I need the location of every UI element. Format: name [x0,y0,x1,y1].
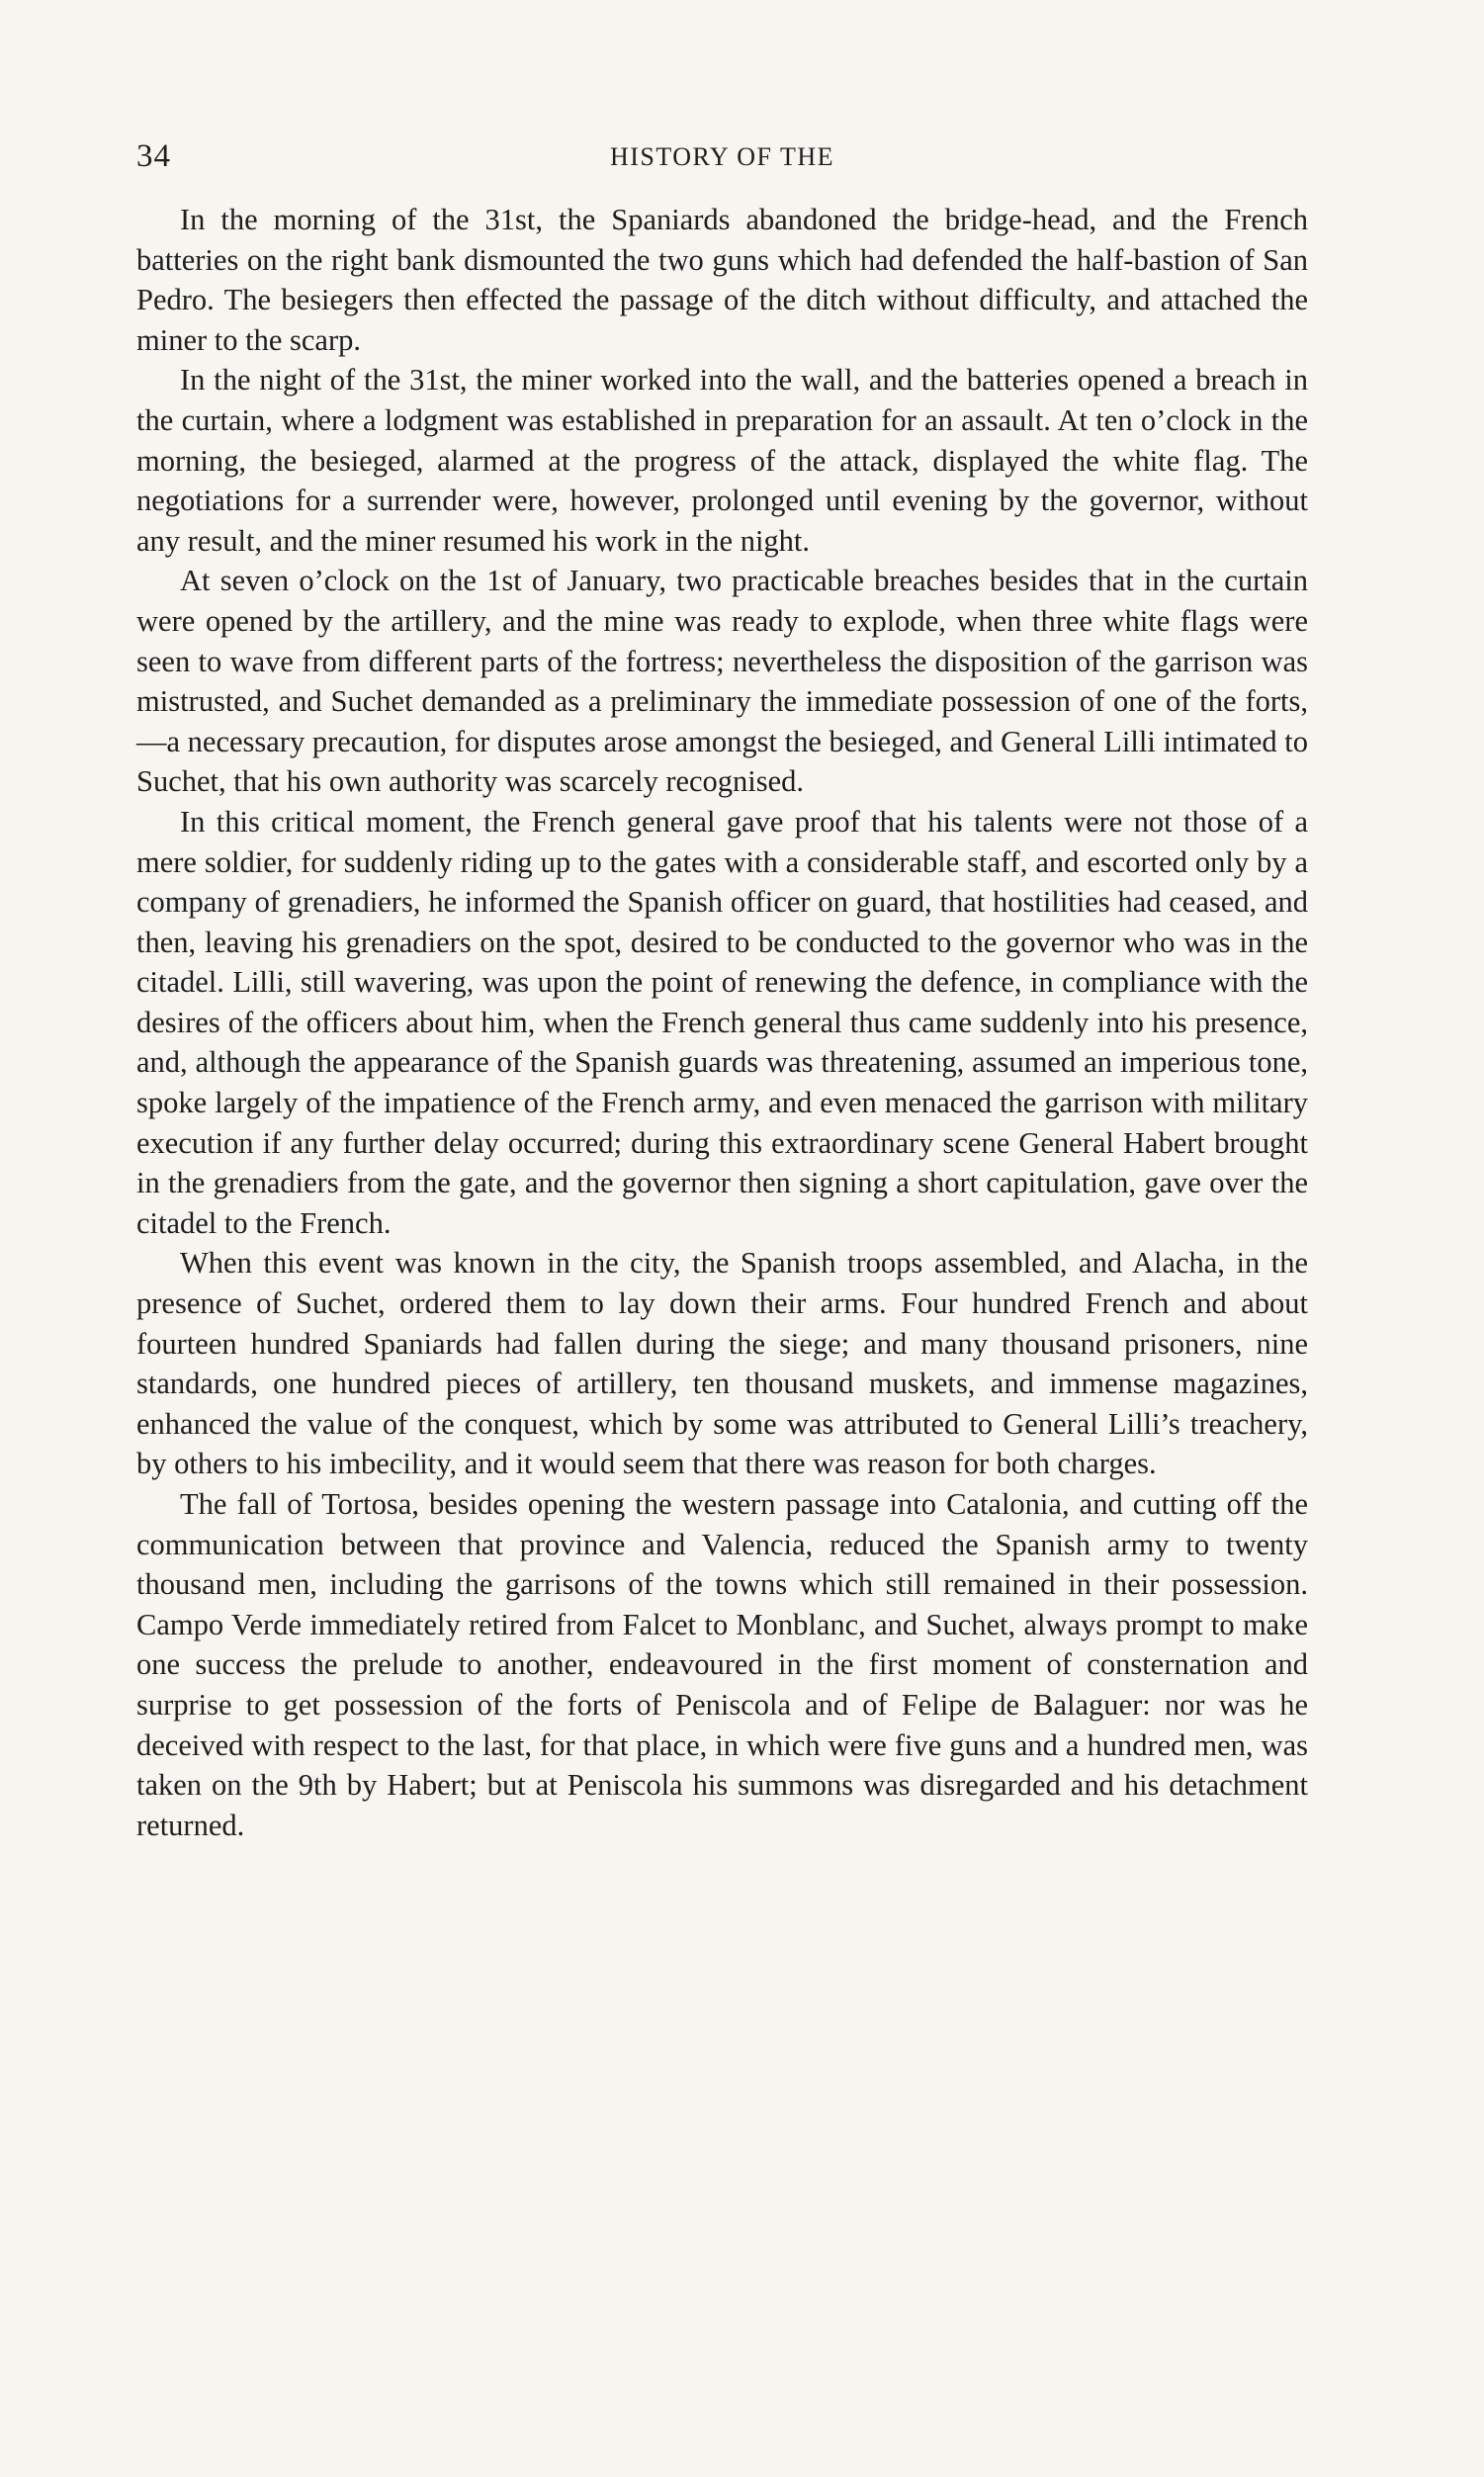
running-title: HISTORY OF THE [609,142,835,171]
book-page [136,138,1308,1845]
paragraph: In the night of the 31st, the miner worked into the wall, and the batteries opened a breach in the curtain, where a lodgment was established in preparation for an assault. At ten o’clock in the morning, the besieged, alarmed at the progress of the attack, displayed the white flag. The negotiations for a surrender were, however, prolonged until evening by the governor, without any result, and the miner resumed his work in the night. [136,363,1308,558]
paragraph: The fall of Tortosa, besides opening the western passage into Catalonia, and cutting off the communication between that province and Valencia, reduced the Spanish army to twenty thousand men, including the garrisons of the towns which still remained in their possession. Campo Verde immediately retired from Falcet to Monblanc, and Suchet, always prompt to make one success the prelude to another, endeavoured in the first moment of consternation and surprise to get possession of the forts of Peniscola and of Felipe de Balaguer: nor was he deceived with respect to the last, for that place, in which were five guns and a hundred men, was taken on the 9th by Habert; but at Peniscola his summons was disregarded and his detachment returned. [136,1487,1308,1842]
body-text [136,200,1308,1845]
paragraph: When this event was known in the city, the Spanish troops assembled, and Alacha, in the presence of Suchet, ordered them to lay down their arms. Four hundred French and about fourteen hundred Spaniards had fallen during the siege; and many thousand prisoners, nine standards, one hundred pieces of artillery, ten thousand muskets, and immense magazines, enhanced the value of the conquest, which by some was attributed to General Lilli’s treachery, by others to his imbecility, and it would seem that there was reason for both charges. [136,1246,1308,1481]
paragraph: In the morning of the 31st, the Spaniards abandoned the bridge-head, and the French batteries on the right bank dismounted the two guns which had defended the half-bastion of San Pedro. The besiegers then effected the passage of the ditch without difficulty, and attached the miner to the scarp. [136,203,1308,357]
page-number: 34 [136,138,171,174]
paragraph: In this critical moment, the French general gave proof that his talents were not those of a mere soldier, for suddenly riding up to the gates with a considerable staff, and escorted only by a company of grenadiers, he informed the Spanish officer on guard, that hostilities had ceased, and then, leaving his grenadiers on the spot, desired to be conducted to the governor who was in the citadel. Lilli, still wavering, was upon the point of renewing the defence, in compliance with the desires of the officers about him, when the French general thus came suddenly into his presence, and, although the appearance of the Spanish guards was threatening, assumed an imperious tone, spoke largely of the impatience of the French army, and even menaced the garrison with military execution if any further delay occurred; during this extraordinary scene General Habert brought in the grenadiers from the gate, and the governor then signing a short capitulation, gave over the citadel to the French. [136,804,1308,1240]
paragraph: At seven o’clock on the 1st of January, two practicable breaches besides that in the curtain were opened by the artillery, and the mine was ready to explode, when three white flags were seen to wave from different parts of the fortress; nevertheless the disposition of the garrison was mistrusted, and Suchet demanded as a preliminary the immediate possession of one of the forts,—a necessary precaution, for disputes arose amongst the besieged, and General Lilli intimated to Suchet, that his own authority was scarcely recognised. [136,564,1308,799]
running-head [136,138,1308,178]
